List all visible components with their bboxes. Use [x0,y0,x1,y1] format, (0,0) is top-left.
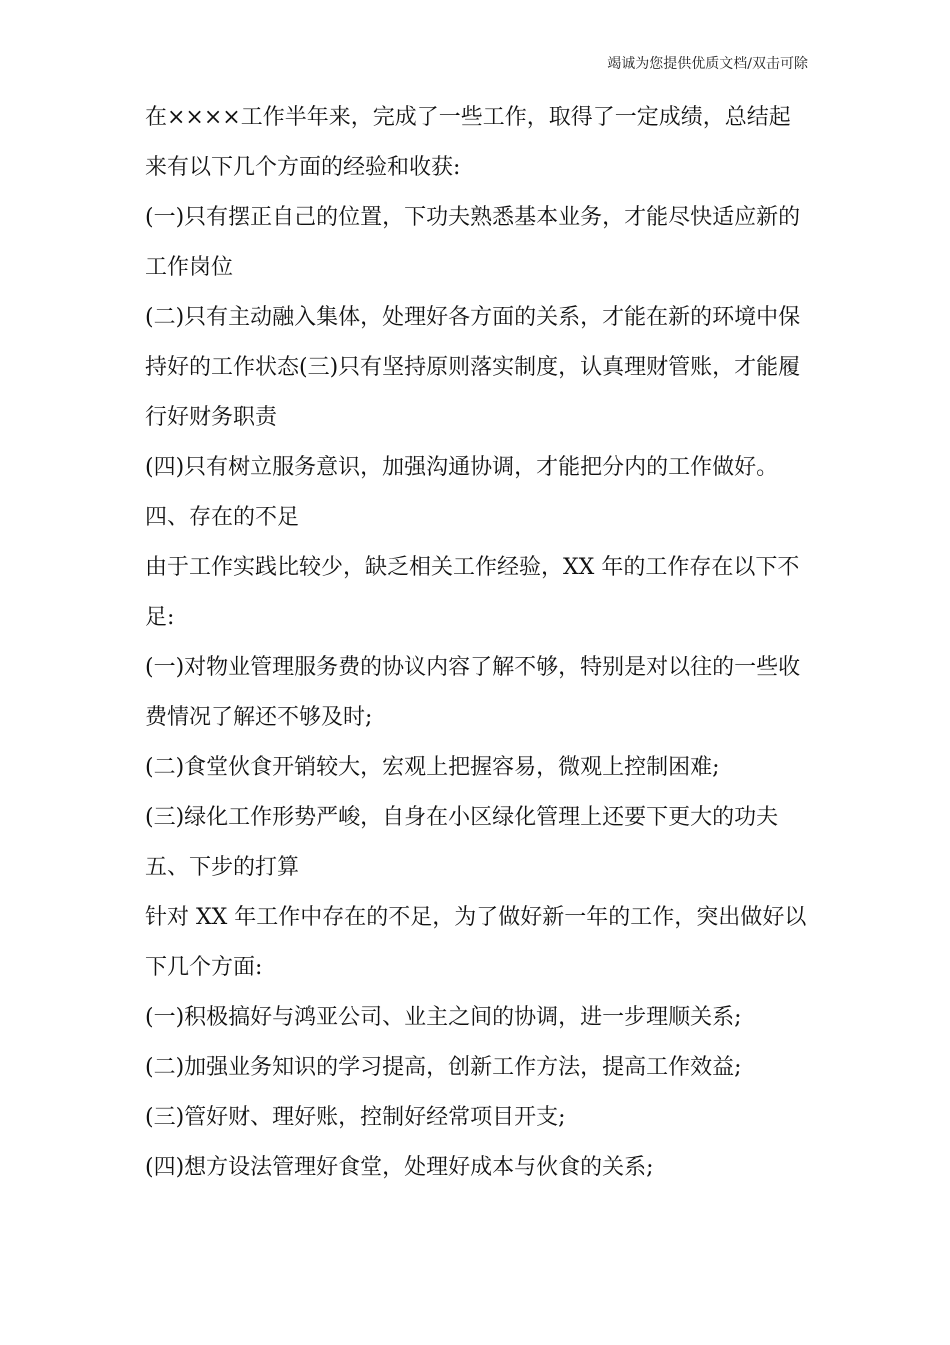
text-line: (一)积极搞好与鸿亚公司、业主之间的协调，进一步理顺关系; [145,1005,742,1030]
text-line: 由于工作实践比较少，缺乏相关工作经验，XX 年的工作存在以下不 [145,555,800,580]
header-note: 竭诚为您提供优质文档/双击可除 [607,56,808,72]
text-line: (三)管好财、理好账，控制好经常项目开支; [145,1105,566,1130]
text-line: 持好的工作状态(三)只有坚持原则落实制度，认真理财管账，才能履 [145,355,801,380]
text-line: (二)只有主动融入集体，处理好各方面的关系，才能在新的环境中保 [145,305,801,330]
text-line: (三)绿化工作形势严峻，自身在小区绿化管理上还要下更大的功夫 [145,805,779,830]
text-line: 针对 XX 年工作中存在的不足，为了做好新一年的工作，突出做好以 [145,905,807,930]
text-line: 足: [145,605,175,630]
text-line: 来有以下几个方面的经验和收获: [145,155,461,180]
text-line: (一)只有摆正自己的位置，下功夫熟悉基本业务，才能尽快适应新的 [145,205,801,230]
text-line: (一)对物业管理服务费的协议内容了解不够，特别是对以往的一些收 [145,655,801,680]
text-line: 工作岗位 [145,255,234,280]
text-line: 行好财务职责 [145,405,278,430]
text-line: 下几个方面: [145,955,263,980]
text-line: (四)只有树立服务意识，加强沟通协调，才能把分内的工作做好。 [145,455,779,480]
section-heading: 五、下步的打算 [145,855,300,880]
text-line: (二)食堂伙食开销较大，宏观上把握容易，微观上控制困难; [145,755,720,780]
text-line: (四)想方设法管理好食堂，处理好成本与伙食的关系; [145,1155,654,1180]
text-line: 费情况了解还不够及时; [145,705,373,730]
text-line: 在××××工作半年来，完成了一些工作，取得了一定成绩，总结起 [145,105,791,130]
text-line: (二)加强业务知识的学习提高，创新工作方法，提高工作效益; [145,1055,742,1080]
document-body [145,93,817,1193]
section-heading: 四、存在的不足 [145,505,300,530]
